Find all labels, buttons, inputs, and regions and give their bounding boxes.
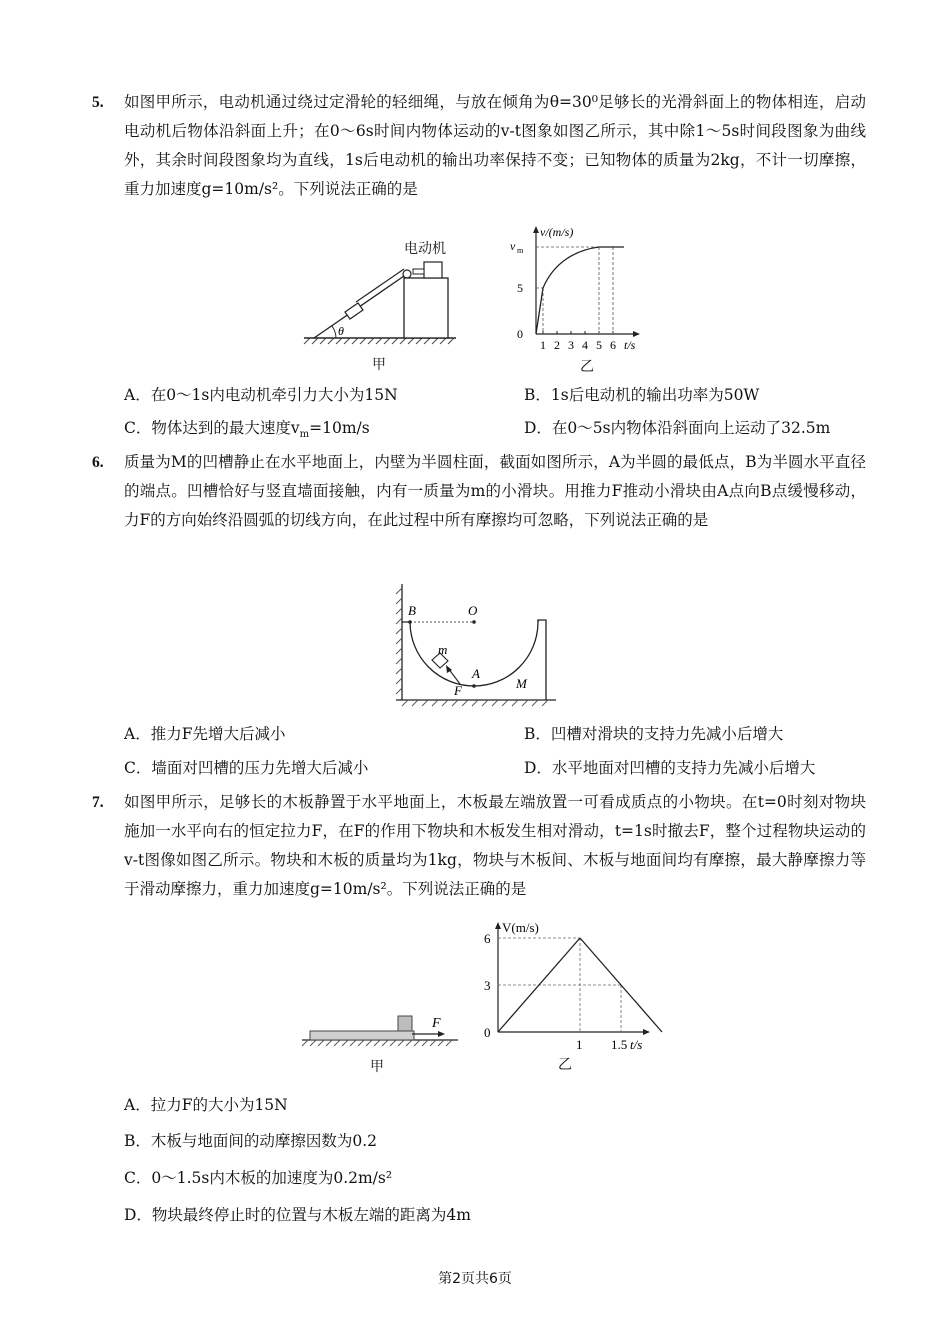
question-number: 7. — [92, 794, 104, 811]
question-text: 如图甲所示，足够长的木板静置于水平地面上，木板最左端放置一可看成质点的小物块。在t=0时刻对物块施加一水平向右的恒定拉力F，在F的作用下物块和木板发生相对滑动，t=1s时撤去F，整个过程物块运动的v-t图像如图乙所示。物块和木板的质量均为1kg，物块与木板间、木板与地面间均有摩擦，最大静摩擦力等于滑动摩擦力，重力加速度g=10m/s²。下列说法正确的是 — [124, 793, 866, 898]
x-tick-label: 5 — [596, 338, 602, 352]
point-a-label: A — [472, 666, 480, 681]
series-segment — [621, 985, 662, 1032]
y-tick-label: 3 — [484, 978, 491, 993]
option-d: D．物块最终停止时的位置与木板左端的距离为4m — [124, 1206, 471, 1224]
force-f-label: F — [432, 1016, 441, 1031]
q7-figure-yi — [474, 918, 664, 1073]
option-d: D．在0～5s内物体沿斜面向上运动了32.5m — [524, 419, 831, 437]
x-tick-label: 1.5 — [611, 1037, 628, 1052]
force-f-label: F — [454, 683, 462, 698]
x-axis-label: t/s — [624, 338, 636, 352]
x-axis-label: t/s — [630, 1037, 643, 1052]
vm-label: v — [510, 239, 516, 253]
x-tick-label: 2 — [554, 338, 560, 352]
y-axis-label: v/(m/s) — [540, 225, 574, 239]
question-5 — [92, 88, 866, 204]
option-a: A．推力F先增大后减小 — [124, 725, 286, 743]
y-tick-label: 5 — [517, 281, 523, 295]
y-tick-label: 6 — [484, 931, 491, 946]
x-tick-label: 3 — [568, 338, 574, 352]
option-c-subscript: m — [299, 429, 310, 441]
mass-m-label: m — [438, 642, 448, 657]
x-axis-arrow — [643, 1029, 650, 1035]
x-tick-label: 1 — [540, 338, 546, 352]
q7-vt-chart — [474, 918, 664, 1058]
question-7 — [92, 788, 866, 904]
x-tick-label: 1 — [576, 1037, 583, 1052]
question-number: 6. — [92, 454, 104, 471]
page-footer: 第2页共6页 — [438, 1271, 512, 1287]
point-o-label: O — [468, 603, 478, 618]
q7-figure-jia — [300, 1010, 465, 1075]
origin-label: 0 — [484, 1025, 491, 1040]
question-number: 5. — [92, 94, 104, 111]
x-tick-label: 4 — [582, 338, 588, 352]
figure-caption: 甲 — [370, 1059, 384, 1075]
figure-caption: 甲 — [372, 357, 386, 373]
figure-caption: 乙 — [558, 1057, 572, 1073]
option-b: B．1s后电动机的输出功率为50W — [524, 386, 760, 404]
q5-figure-jia — [300, 238, 460, 382]
q5-figure-yi — [506, 222, 666, 375]
question-text: 质量为M的凹槽静止在水平地面上，内壁为半圆柱面，截面如图所示，A为半圆的最低点，B为半圆水平直径的端点。凹槽恰好与竖直墙面接触，内有一质量为m的小滑块。用推力F推动小滑块由A点向B点缓慢移动，力F的方向始终沿圆弧的切线方向，在此过程中所有摩擦均可忽略，下列说法正确的是 — [124, 453, 866, 529]
figure-caption: 乙 — [580, 359, 594, 375]
option-c-tail: =10m/s — [309, 419, 370, 437]
vm-subscript: m — [517, 246, 524, 255]
option-d: D．水平地面对凹槽的支持力先减小后增大 — [524, 759, 816, 777]
point-b-label: B — [408, 603, 416, 618]
x-tick-label: 6 — [610, 338, 616, 352]
q6-figure — [388, 582, 558, 716]
y-axis-label: V(m/s) — [502, 920, 539, 935]
option-b: B．凹槽对滑块的支持力先减小后增大 — [524, 725, 784, 743]
y-axis-arrow — [495, 922, 501, 929]
option-c-text: C．物体达到的最大速度v — [124, 419, 300, 437]
series-segment — [580, 938, 621, 985]
mass-big-m-label: M — [516, 676, 527, 691]
option-c: C．0～1.5s内木板的加速度为0.2m/s² — [124, 1169, 393, 1187]
option-a: A．在0～1s内电动机牵引力大小为15N — [124, 386, 398, 404]
option-c — [124, 416, 370, 447]
option-a: A．拉力F的大小为15N — [124, 1096, 288, 1114]
option-b: B．木板与地面间的动摩擦因数为0.2 — [124, 1132, 378, 1150]
angle-label: θ — [338, 324, 344, 338]
option-c: C．墙面对凹槽的压力先增大后减小 — [124, 759, 369, 777]
question-text: 如图甲所示，电动机通过绕过定滑轮的轻细绳，与放在倾角为θ=30⁰足够长的光滑斜面上的物体相连，启动电动机后物体沿斜面上升；在0～6s时间内物体运动的v-t图象如图乙所示，其中除1～5s时间段图象为曲线外，其余时间段图象均为直线，1s后电动机的输出功率保持不变；已知物体的质量为2kg，不计一切摩擦，重力加速度g=10m/s²。下列说法正确的是 — [124, 93, 866, 198]
question-6 — [92, 448, 866, 535]
origin-label: 0 — [517, 327, 523, 341]
motor-label: 电动机 — [404, 241, 446, 257]
